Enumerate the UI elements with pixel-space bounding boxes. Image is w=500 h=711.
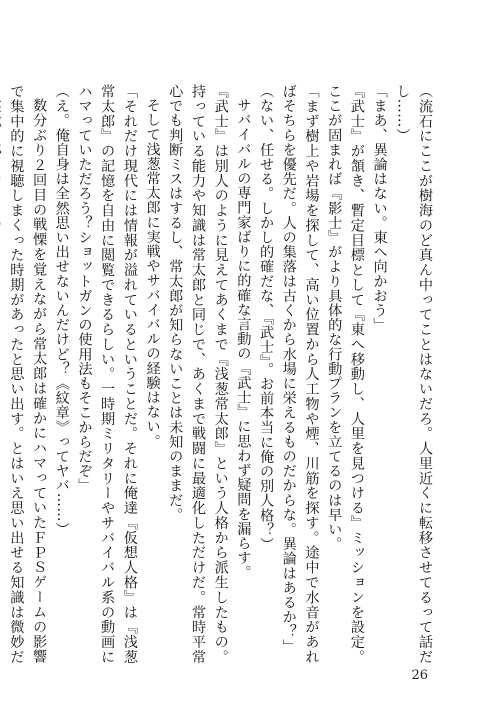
paragraph-7: 『武士』は別人のように見えてあくまで『浅葱常太郎』という人格から派生したもの。持っている能力や知識は常太郎と同じで、あくまで戦闘に最適化しただけだ。常時平常心でも判断ミスはするし、常太郎が知らないことは未知のままだ。 [167,84,229,664]
paragraph-2: 「まあ、異論はない。東へ向かおう」 [371,84,388,333]
page-number: 26 [411,668,428,683]
paragraph-1: （流石にここが樹海のど真ん中ってことはないだろ。人里近くに転移させてるって話だし……） [394,84,433,664]
paragraph-10: （え。俺自身は全然思い出せないんだけど？《紋章》ってヤバ……） [53,84,70,537]
paragraph-11: 数分ぶり２回目の戦慄を覚えながら常太郎は確かにハマっていたＦＰＳゲームの影響で集中的に視聴しまくった時期があったと思い出す。とはいえ思い出せる知識は微妙だ [8,84,48,664]
paragraph-9: 「それだけ現代には情報が溢れているということだ。それに俺達『仮想人格』は『浅葱常太郎』の記憶を自由に閲覧できるらしい。一時期ミリタリーやサバイバル系の動画にハマっていただろう？ショットガンの使用法もそこからだぞ」 [76,84,138,664]
paragraph-6: サバイバルの専門家ばりに的確な言動の『武士』に思わず疑問を漏らす。 [235,98,252,580]
vertical-text-body [8,84,436,664]
paragraph-4: 「まず樹上や岩場を探して、高い位置から人工物や煙、川筋を探す。途中で水音があればそちらを優先だ。人の集落は古くから水場に栄えるものだからな。異論はあるか？」 [280,84,320,664]
paragraph-3: 『武士』が頷き、暫定目標として『東へ移動し、人里を見つける』ミッションを設定。ここが固まれば『影士』がより具体的な行動プランを立てるのは早い。 [326,84,365,664]
paragraph-5: （ない、任せる。しかし的確だな、『武士』。お前本当に俺の別人格？） [258,84,275,552]
paragraph-8: そして浅葱常太郎に実戦やサバイバルの経験はない。 [144,98,161,449]
